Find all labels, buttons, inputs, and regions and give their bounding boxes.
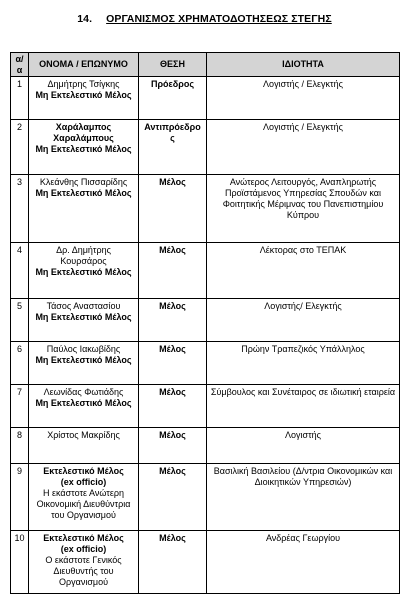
member-role: Ανώτερος Λειτουργός, Αναπληρωτής Προϊστάμενος Υπηρεσίας Σπουδών και Φοιτητικής Μέριμνας του Πανεπιστημίου Κύπρου bbox=[207, 175, 400, 243]
member-role: Λογιστής bbox=[207, 428, 400, 464]
table-row bbox=[11, 77, 400, 120]
member-position: Αντιπρόεδρο ς bbox=[139, 120, 207, 175]
member-name-line: Μη Εκτελεστικό Μέλος bbox=[35, 355, 132, 365]
row-number: 5 bbox=[11, 299, 29, 342]
row-number: 9 bbox=[11, 464, 29, 531]
row-number: 10 bbox=[11, 531, 29, 594]
member-name-line: Μη Εκτελεστικό Μέλος bbox=[35, 267, 132, 277]
section-number: 14. bbox=[77, 13, 93, 25]
member-role: Σύμβουλος και Συνέταιρος σε ιδιωτική εταιρεία bbox=[207, 385, 400, 428]
member-name-line: Εκτελεστικό Μέλος bbox=[43, 466, 124, 476]
member-name-line: Η εκάστοτε Ανώτερη Οικονομική Διευθύντρια του Οργανισμού bbox=[36, 488, 131, 520]
member-role: Βασιλική Βασιλείου (Δ/ντρια Οικονομικών και Διοικητικών Υπηρεσιών) bbox=[207, 464, 400, 531]
member-name-cell bbox=[29, 243, 139, 299]
member-position: Μέλος bbox=[139, 428, 207, 464]
member-name-line: Μη Εκτελεστικό Μέλος bbox=[35, 144, 132, 154]
section-heading bbox=[0, 13, 409, 25]
section-title: ΟΡΓΑΝΙΣΜΟΣ ΧΡΗΜΑΤΟΔΟΤΗΣΕΩΣ ΣΤΕΓΗΣ bbox=[106, 13, 332, 25]
table-row bbox=[11, 385, 400, 428]
row-number: 3 bbox=[11, 175, 29, 243]
member-position: Πρόεδρος bbox=[139, 77, 207, 120]
table-row bbox=[11, 342, 400, 385]
header-no: α/α bbox=[11, 53, 29, 77]
member-name-line: (ex officio) bbox=[60, 477, 107, 487]
member-name-cell bbox=[29, 120, 139, 175]
member-name-line: Δημήτρης Τσίγκης bbox=[47, 79, 120, 89]
member-name-line: Κλεάνθης Πισσαρίδης bbox=[39, 177, 128, 187]
member-position: Μέλος bbox=[139, 464, 207, 531]
member-name-line: Χαράλαμπος Χαραλάμπους bbox=[53, 122, 114, 143]
member-name-cell bbox=[29, 175, 139, 243]
member-name-line: Ο εκάστοτε Γενικός Διευθυντής του Οργανισμού bbox=[45, 555, 122, 587]
member-name-line: Μη Εκτελεστικό Μέλος bbox=[35, 90, 132, 100]
row-number: 6 bbox=[11, 342, 29, 385]
member-name-cell bbox=[29, 464, 139, 531]
member-name-cell bbox=[29, 299, 139, 342]
member-name-cell bbox=[29, 385, 139, 428]
member-position: Μέλος bbox=[139, 385, 207, 428]
row-number: 4 bbox=[11, 243, 29, 299]
table-row bbox=[11, 531, 400, 594]
member-name-line: Εκτελεστικό Μέλος bbox=[43, 533, 124, 543]
table-row bbox=[11, 243, 400, 299]
member-name-line: (ex officio) bbox=[60, 544, 107, 554]
member-name-line: Μη Εκτελεστικό Μέλος bbox=[35, 398, 132, 408]
table-row bbox=[11, 464, 400, 531]
member-name-line: Παύλος Ιακωβίδης bbox=[46, 344, 121, 354]
header-position: ΘΕΣΗ bbox=[139, 53, 207, 77]
member-role: Λογιστής / Ελεγκτής bbox=[207, 120, 400, 175]
row-number: 1 bbox=[11, 77, 29, 120]
member-role: Λογιστής/ Ελεγκτής bbox=[207, 299, 400, 342]
member-name-line: Χρίστος Μακρίδης bbox=[47, 430, 120, 440]
member-position: Μέλος bbox=[139, 243, 207, 299]
table-row bbox=[11, 120, 400, 175]
board-members-table bbox=[10, 52, 400, 594]
member-name-cell bbox=[29, 77, 139, 120]
table-row bbox=[11, 175, 400, 243]
member-position: Μέλος bbox=[139, 175, 207, 243]
table-row bbox=[11, 428, 400, 464]
row-number: 8 bbox=[11, 428, 29, 464]
member-name-cell bbox=[29, 428, 139, 464]
member-name-cell bbox=[29, 342, 139, 385]
table-row bbox=[11, 299, 400, 342]
member-position: Μέλος bbox=[139, 342, 207, 385]
header-role: ΙΔΙΟΤΗΤΑ bbox=[207, 53, 400, 77]
member-name-line: Δρ. Δημήτρης Κουρσάρος bbox=[56, 245, 111, 266]
member-name-cell bbox=[29, 531, 139, 594]
member-name-line: Μη Εκτελεστικό Μέλος bbox=[35, 312, 132, 322]
header-name: ΟΝΟΜΑ / ΕΠΩΝΥΜΟ bbox=[29, 53, 139, 77]
member-position: Μέλος bbox=[139, 531, 207, 594]
member-role: Ανδρέας Γεωργίου bbox=[207, 531, 400, 594]
member-name-line: Λεωνίδας Φωτιάδης bbox=[43, 387, 124, 397]
member-role: Πρώην Τραπεζικός Υπάλληλος bbox=[207, 342, 400, 385]
row-number: 2 bbox=[11, 120, 29, 175]
member-role: Λέκτορας στο ΤΕΠΑΚ bbox=[207, 243, 400, 299]
row-number: 7 bbox=[11, 385, 29, 428]
table-header-row bbox=[11, 53, 400, 77]
member-position: Μέλος bbox=[139, 299, 207, 342]
member-name-line: Μη Εκτελεστικό Μέλος bbox=[35, 188, 132, 198]
member-role: Λογιστής / Ελεγκτής bbox=[207, 77, 400, 120]
member-name-line: Τάσος Αναστασίου bbox=[46, 301, 121, 311]
